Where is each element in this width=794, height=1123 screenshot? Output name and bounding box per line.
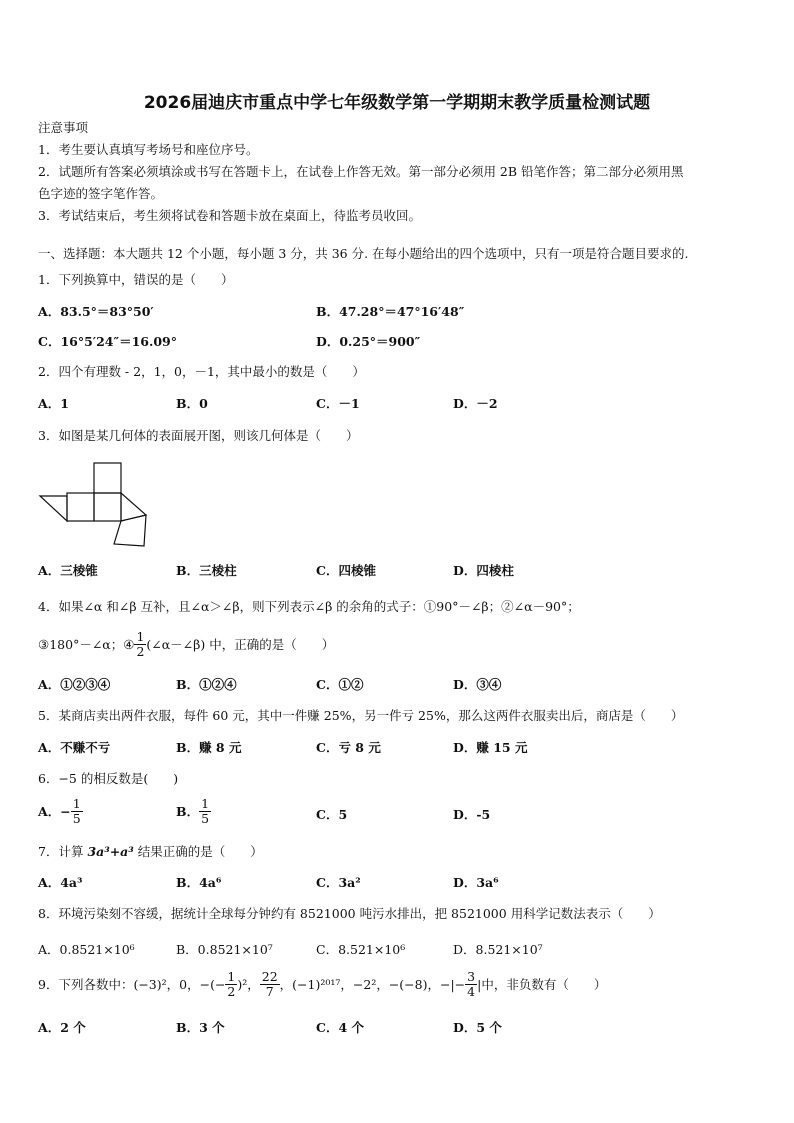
question-9-stem	[38, 970, 606, 999]
fraction-denominator: 2	[227, 984, 236, 999]
question-2-option-a: A．1	[38, 396, 69, 411]
fraction-numerator: 22	[261, 969, 278, 984]
prism-net-figure	[36, 458, 148, 548]
question-9-fraction-2	[260, 970, 280, 999]
question-4-stem-line1: 4．如果∠α 和∠β 互补，且∠α＞∠β，则下列表示∠β 的余角的式子：①90°－∠β；②∠α－90°；	[38, 599, 580, 614]
question-7-expression: 3a³+a³	[87, 844, 134, 859]
option-label: B．	[176, 803, 200, 819]
question-1-option-b: B．47.28°＝47°16′48″	[316, 304, 465, 319]
question-4-option-d: D．③④	[453, 677, 502, 692]
net-top-square	[94, 463, 121, 493]
question-2-option-d: D．－2	[453, 396, 498, 411]
question-8-option-c: C．8.521×10⁶	[316, 942, 406, 957]
net-bottom-square	[114, 515, 146, 546]
question-5-option-a: A．不赚不亏	[38, 740, 111, 755]
fraction-denominator: 5	[201, 811, 210, 826]
fraction-numerator: 1	[136, 629, 145, 644]
notice-item-2-cont: 色字迹的签字笔作答。	[38, 186, 164, 201]
question-4-stem-part1: ③180°－∠α；④	[38, 636, 135, 652]
question-9-option-a: A．2 个	[38, 1020, 86, 1035]
question-7-stem-pre: 7．计算	[38, 844, 88, 859]
question-6-option-b	[176, 797, 211, 826]
question-5-option-c: C．亏 8 元	[316, 740, 381, 755]
net-left-square	[67, 493, 94, 521]
net-center-square	[94, 493, 121, 521]
page-title: 2026届迪庆市重点中学七年级数学第一学期期末教学质量检测试题	[143, 93, 651, 113]
net-right-triangle	[121, 493, 146, 521]
question-1-option-c: C．16°5′24″＝16.09°	[38, 334, 177, 349]
option-label: A．	[38, 803, 61, 819]
question-3-stem: 3．如图是某几何体的表面展开图，则该几何体是（ ）	[38, 428, 359, 443]
question-2-stem: 2．四个有理数 - 2，1，0，－1，其中最小的数是（ ）	[38, 364, 365, 379]
question-9-option-b: B．3 个	[176, 1020, 225, 1035]
question-7-option-b: B．4a⁶	[176, 875, 222, 890]
notice-heading: 注意事项	[38, 120, 89, 135]
question-9-stem-post: |中，非负数有（ ）	[477, 976, 607, 992]
question-4-stem-line2	[38, 630, 334, 659]
option-b-fraction	[199, 797, 211, 826]
question-6-stem: 6．−5 的相反数是( )	[38, 771, 179, 786]
fraction-denominator: 7	[265, 984, 274, 999]
question-8-option-d: D．8.521×10⁷	[453, 942, 543, 957]
question-9-stem-pre: 9．下列各数中：(−3)²，0，−(−	[38, 976, 226, 992]
question-2-option-b: B．0	[176, 396, 208, 411]
fraction-numerator: 1	[201, 796, 210, 811]
question-8-option-b: B．0.8521×10⁷	[176, 942, 273, 957]
question-7-option-d: D．3a⁶	[453, 875, 499, 890]
question-1-option-a: A．83.5°＝83°50′	[38, 304, 154, 319]
question-7-stem	[38, 844, 263, 860]
question-3-option-b: B．三棱柱	[176, 563, 237, 578]
question-2-option-c: C．－1	[316, 396, 360, 411]
fraction-numerator: 1	[227, 969, 236, 984]
minus-sign: −	[60, 803, 71, 819]
question-4-option-c: C．①②	[316, 677, 364, 692]
question-1-option-d: D．0.25°＝900″	[316, 334, 421, 349]
notice-item-1: 1．考生要认真填写考场号和座位序号。	[38, 142, 259, 157]
question-9-fraction-1	[225, 970, 237, 999]
question-4-fraction	[134, 630, 146, 659]
question-7-option-c: C．3a²	[316, 875, 361, 890]
question-6-option-d: D．-5	[453, 807, 491, 822]
question-5-stem: 5．某商店卖出两件衣服，每件 60 元，其中一件赚 25%，另一件亏 25%，那么这两件衣服卖出后，商店是（ ）	[38, 708, 684, 723]
question-6-option-a	[38, 797, 83, 826]
question-3-option-d: D．四棱柱	[453, 563, 514, 578]
question-7-stem-post: 结果正确的是（ ）	[133, 844, 263, 859]
question-1-stem: 1．下列换算中，错误的是（ ）	[38, 272, 234, 287]
notice-item-2: 2．试题所有答案必须填涂或书写在答题卡上，在试卷上作答无效。第一部分必须用 2B 铅笔作答；第二部分必须用黑	[38, 164, 684, 179]
question-8-stem: 8．环境污染刻不容缓，据统计全球每分钟约有 8521000 吨污水排出，把 8521000 用科学记数法表示（ ）	[38, 906, 661, 921]
question-9-option-d: D．5 个	[453, 1020, 502, 1035]
question-9-stem-mid2: ，(−1)²⁰¹⁷，−2²，−(−8)，−|−	[279, 976, 466, 992]
question-5-option-b: B．赚 8 元	[176, 740, 242, 755]
question-4-stem-part2: (∠α－∠β) 中，正确的是（ ）	[146, 636, 335, 652]
fraction-numerator: 3	[467, 969, 476, 984]
question-4-option-a: A．①②③④	[38, 677, 111, 692]
net-left-triangle	[40, 496, 67, 521]
fraction-denominator: 4	[467, 984, 476, 999]
question-8-option-a: A．0.8521×10⁶	[38, 942, 135, 957]
question-9-fraction-3	[465, 970, 477, 999]
question-7-option-a: A．4a³	[38, 875, 83, 890]
notice-item-3: 3．考试结束后，考生须将试卷和答题卡放在桌面上，待监考员收回。	[38, 208, 421, 223]
option-a-fraction	[71, 797, 83, 826]
question-5-option-d: D．赚 15 元	[453, 740, 528, 755]
section-heading: 一、选择题：本大题共 12 个小题，每小题 3 分，共 36 分. 在每小题给出的四个选项中，只有一项是符合题目要求的.	[38, 246, 689, 261]
question-3-option-c: C．四棱锥	[316, 563, 376, 578]
question-9-option-c: C．4 个	[316, 1020, 364, 1035]
question-4-option-b: B．①②④	[176, 677, 237, 692]
fraction-denominator: 5	[72, 811, 81, 826]
fraction-numerator: 1	[72, 796, 81, 811]
question-6-option-c: C．5	[316, 807, 348, 822]
question-3-option-a: A．三棱锥	[38, 563, 98, 578]
question-9-stem-mid1: )²，	[237, 976, 260, 992]
fraction-denominator: 2	[136, 644, 145, 659]
